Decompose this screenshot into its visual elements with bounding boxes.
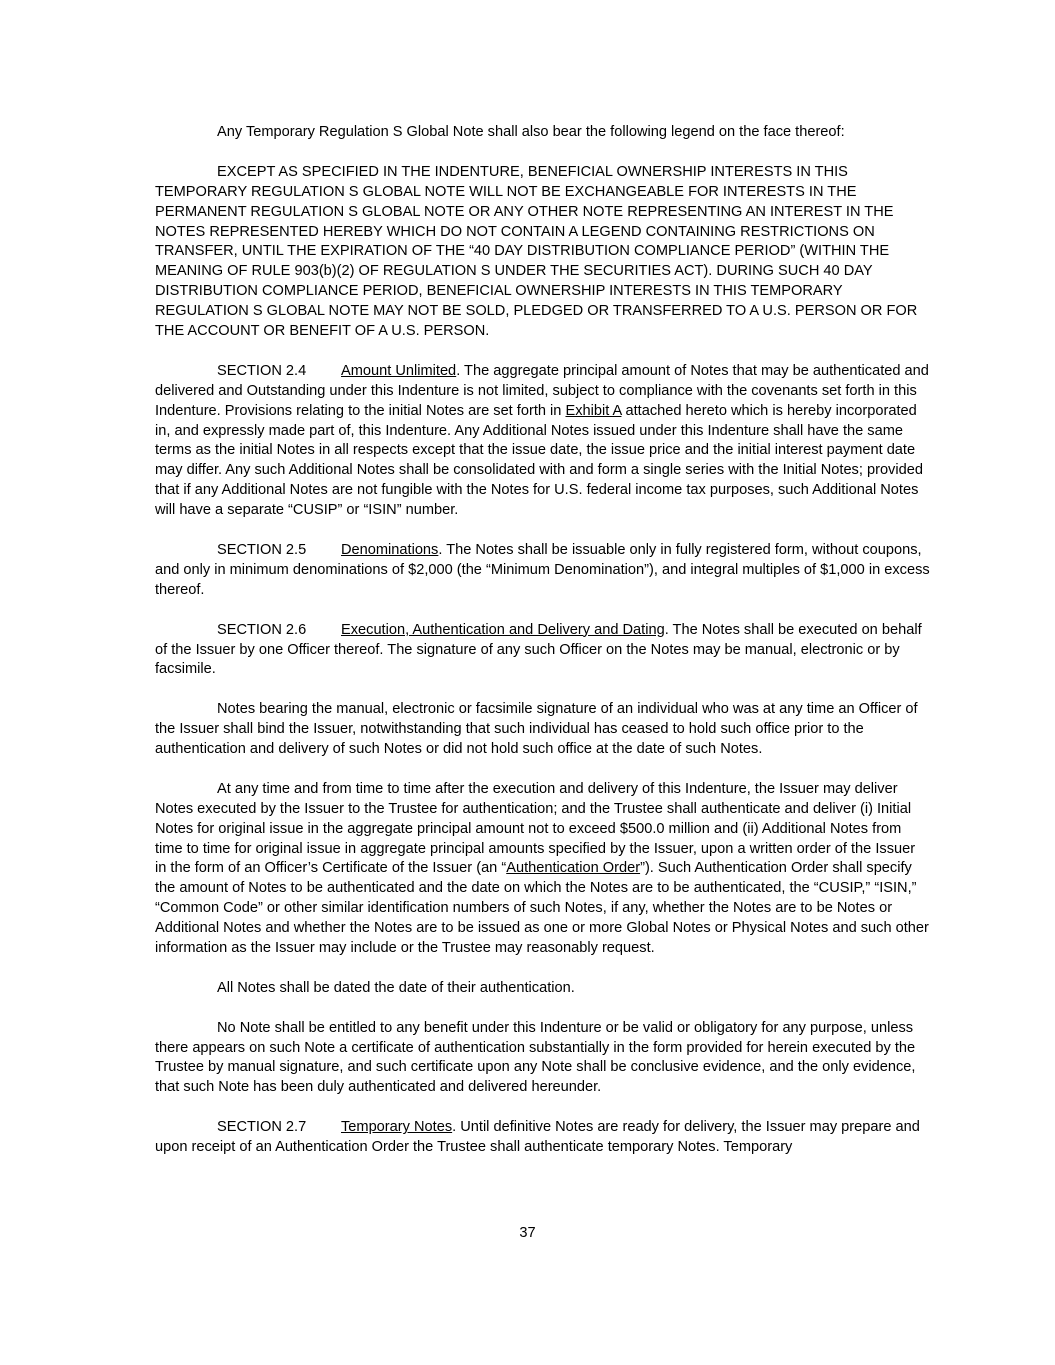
page-number: 37 [519, 1225, 536, 1241]
legend-intro-paragraph [155, 123, 930, 143]
section-2-5-paragraph [155, 541, 930, 601]
all-notes-dated-text: All Notes shall be dated the date of their authentication. [217, 979, 575, 996]
authentication-order-text-a: At any time and from time to time after the execution and delivery of this Indenture, the Issuer may deliver Notes executed by the Issuer to the Trustee for authentication; and the Trustee shall authenticate and deliver (i) Initial Notes for original issue in the aggregate principal amount not to exceed $500.0 million and (ii) Additional Notes from time to time for original issue in aggregate principal amounts specified by the Issuer, upon a written order of the Issuer in the form of an Officer’s Certificate of the Issuer (an “ [155, 780, 916, 877]
section-2-5-title: Denominations [341, 541, 439, 558]
legend-paragraph [155, 163, 930, 342]
section-2-7-number: SECTION 2.7 [217, 1119, 307, 1136]
section-2-4-text-b: attached hereto which is hereby incorporated in, and expressly made part of, this Indenture. Any Additional Notes issued under this Indenture shall have the same terms as the initial Notes in all respects except that the issue date, the issue price and the initial interest payment date may differ. Any such Additional Notes shall be consolidated with and form a single series with the Initial Notes; provided that if any Additional Notes are not fungible with the Notes for U.S. federal income tax purposes, such Additional Notes will have a separate “CUSIP” or “ISIN” number. [155, 402, 923, 519]
section-2-7-text: . Until definitive Notes are ready for delivery, the Issuer may prepare and upon receipt of an Authentication Order the Trustee shall authenticate temporary Notes. Temporary [155, 1119, 920, 1156]
authentication-order-paragraph [155, 780, 930, 959]
section-2-5-number: SECTION 2.5 [217, 541, 307, 558]
notes-bearing-text: Notes bearing the manual, electronic or facsimile signature of an individual who was at any time an Officer of the Issuer shall bind the Issuer, notwithstanding that such individual has ceased to hold such office prior to the authentication and delivery of such Notes or did not hold such office at the date of such Notes. [155, 701, 918, 758]
section-2-4-paragraph [155, 362, 930, 521]
section-2-4-number: SECTION 2.4 [217, 362, 307, 379]
authentication-order-term: Authentication Order [506, 860, 641, 877]
section-2-6-title: Execution, Authentication and Delivery and Dating [341, 621, 665, 638]
section-2-6-text: . The Notes shall be executed on behalf of the Issuer by one Officer thereof. The signature of any such Officer on the Notes may be manual, electronic or by facsimile. [155, 621, 922, 678]
section-2-6-paragraph [155, 621, 930, 681]
document-page [155, 123, 930, 1158]
exhibit-a-reference: Exhibit A [565, 402, 622, 419]
no-note-benefit-text: No Note shall be entitled to any benefit under this Indenture or be valid or obligatory for any purpose, unless there appears on such Note a certificate of authentication substantially in the form provided for herein executed by the Trustee by manual signature, and such certificate upon any Note shall be conclusive evidence, and the only evidence, that such Note has been duly authenticated and delivered hereunder. [155, 1019, 916, 1096]
authentication-order-text-b: ”). Such Authentication Order shall specify the amount of Notes to be authenticated and the date on which the Notes are to be authenticated, the “CUSIP,” “ISIN,” “Common Code” or other similar identification numbers of such Notes, if any, whether the Notes are to be Notes or Additional Notes and whether the Notes are to be issued as one or more Global Notes or Physical Notes and such other information as the Issuer may include or the Trustee may reasonably request. [155, 860, 929, 957]
section-2-6-number: SECTION 2.6 [217, 621, 307, 638]
section-2-7-paragraph [155, 1118, 930, 1158]
section-2-5-text: . The Notes shall be issuable only in fully registered form, without coupons, and only in minimum denominations of $2,000 (the “Minimum Denomination”), and integral multiples of $1,000 in excess thereof. [155, 541, 930, 598]
no-note-benefit-paragraph [155, 1019, 930, 1099]
section-2-4-title: Amount Unlimited [341, 362, 457, 379]
notes-bearing-paragraph [155, 700, 930, 760]
section-2-4-text-a: . The aggregate principal amount of Notes that may be authenticated and delivered and Outstanding under this Indenture is not limited, subject to compliance with the covenants set forth in this Indenture. Provisions relating to the initial Notes are set forth in [155, 362, 929, 419]
all-notes-dated-paragraph [155, 979, 930, 999]
legend-text: EXCEPT AS SPECIFIED IN THE INDENTURE, BENEFICIAL OWNERSHIP INTERESTS IN THIS TEMPORARY REGULATION S GLOBAL NOTE WILL NOT BE EXCHANGEABLE FOR INTERESTS IN THE PERMANENT REGULATION S GLOBAL NOTE OR ANY OTHER NOTE REPRESENTING AN INTEREST IN THE NOTES REPRESENTED HEREBY WHICH DO NOT CONTAIN A LEGEND CONTAINING RESTRICTIONS ON TRANSFER, UNTIL THE EXPIRATION OF THE “40 DAY DISTRIBUTION COMPLIANCE PERIOD” (WITHIN THE MEANING OF RULE 903(b)(2) OF REGULATION S UNDER THE SECURITIES ACT). DURING SUCH 40 DAY DISTRIBUTION COMPLIANCE PERIOD, BENEFICIAL OWNERSHIP INTERESTS IN THIS TEMPORARY REGULATION S GLOBAL NOTE MAY NOT BE SOLD, PLEDGED OR TRANSFERRED TO A U.S. PERSON OR FOR THE ACCOUNT OR BENEFIT OF A U.S. PERSON. [155, 163, 918, 340]
section-2-7-title: Temporary Notes [341, 1119, 453, 1136]
legend-intro-text: Any Temporary Regulation S Global Note shall also bear the following legend on the face thereof: [217, 124, 845, 140]
